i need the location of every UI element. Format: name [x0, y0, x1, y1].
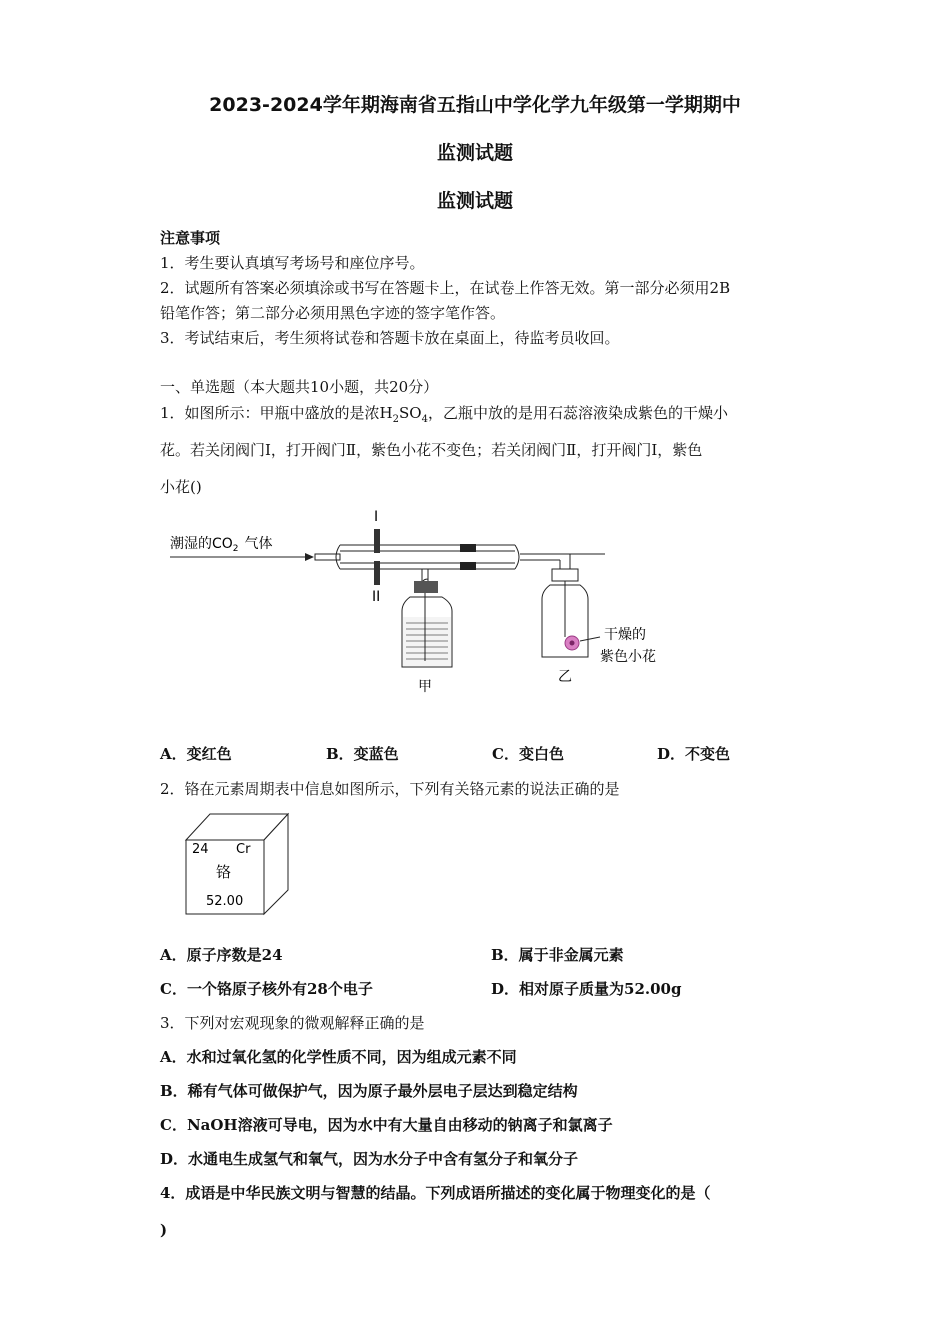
bottle-b-inlet	[560, 554, 570, 569]
q4-stem-end: )	[160, 1221, 168, 1239]
q3-option-c[interactable]: C．NaOH溶液可导电，因为水中有大量自由移动的钠离子和氯离子	[160, 1116, 613, 1134]
notice-item: 3．考试结束后，考生须将试卷和答题卡放在桌面上，待监考员收回。	[160, 329, 620, 347]
notice-item: 1．考生要认真填写考场号和座位序号。	[160, 254, 425, 272]
exam-title-line2: 监测试题	[436, 142, 513, 164]
q1-option-c[interactable]: C．变白色	[492, 745, 564, 763]
q1-option-d[interactable]: D．不变色	[657, 745, 731, 763]
atomic-number: 24	[192, 842, 209, 857]
gas-label: 潮湿的$CO_2$ 气体	[170, 536, 273, 554]
element-name: 铬	[216, 863, 232, 881]
section-heading: 一、单选题（本大题共10小题，共20分）	[160, 378, 439, 396]
right-junction	[515, 545, 519, 569]
bottle-a-stopper	[414, 581, 438, 593]
bottle-b-stopper	[552, 569, 578, 581]
element-symbol: Cr	[236, 842, 251, 857]
bottle-a-label: 甲	[418, 679, 432, 695]
exam-title-line1: 2023-2024学年期海南省五指山中学化学九年级第一学期期中	[209, 94, 741, 116]
q1-stem-line3: 小花()	[160, 478, 202, 496]
notice-item: 铅笔作答；第二部分必须用黑色字迹的签字笔作答。	[160, 304, 506, 322]
q3-option-d[interactable]: D．水通电生成氢气和氧气，因为水分子中含有氢分子和氧分子	[160, 1150, 579, 1168]
q2-option-b[interactable]: B．属于非金属元素	[491, 946, 624, 964]
notice-heading: 注意事项	[160, 229, 221, 247]
q3-stem: 3．下列对宏观现象的微观解释正确的是	[160, 1014, 425, 1032]
q1-stem-line2: 花。若关闭阀门Ⅰ，打开阀门Ⅱ，紫色小花不变色；若关闭阀门Ⅱ，打开阀门Ⅰ，紫色	[160, 441, 703, 459]
outlet-pipe	[520, 554, 605, 560]
q2-option-c[interactable]: C．一个铬原子核外有28个电子	[160, 980, 373, 998]
q1-stem-line1: 1．如图所示：甲瓶中盛放的是浓$H_2SO_4$，乙瓶中放的是用石蕊溶液染成紫色的干燥小	[160, 404, 728, 425]
upper-pipe	[340, 545, 515, 551]
valve-2-label: II	[372, 589, 381, 605]
bottle-b-label: 乙	[558, 669, 572, 685]
q2-option-d[interactable]: D．相对原子质量为52.00g	[491, 980, 682, 998]
q4-stem: 4．成语是中华民族文明与智慧的结晶。下列成语所描述的变化属于物理变化的是（	[160, 1184, 711, 1202]
q1-option-b[interactable]: B．变蓝色	[326, 745, 399, 763]
exam-title-line3: 监测试题	[436, 190, 513, 212]
left-junction	[336, 545, 340, 569]
valve-2	[374, 561, 380, 585]
element-card	[180, 810, 295, 920]
flower-label-1: 干燥的	[604, 627, 646, 643]
joint	[460, 562, 476, 570]
notice-item: 2．试题所有答案必须填涂或书写在答题卡上，在试卷上作答无效。第一部分必须用2B	[160, 279, 731, 297]
q1-apparatus-figure	[160, 505, 680, 695]
purple-flower-center-icon	[570, 641, 575, 646]
q3-option-b[interactable]: B．稀有气体可做保护气，因为原子最外层电子层达到稳定结构	[160, 1082, 578, 1100]
atomic-mass: 52.00	[206, 894, 244, 909]
flower-label-2: 紫色小花	[600, 649, 656, 665]
valve-1	[374, 529, 380, 553]
joint	[460, 544, 476, 552]
q1-option-a[interactable]: A．变红色	[160, 745, 232, 763]
q2-stem: 2．铬在元素周期表中信息如图所示，下列有关铬元素的说法正确的是	[160, 780, 620, 798]
q3-option-a[interactable]: A．水和过氧化氢的化学性质不同，因为组成元素不同	[160, 1048, 517, 1066]
lower-pipe	[340, 563, 515, 569]
q2-option-a[interactable]: A．原子序数是24	[160, 946, 283, 964]
valve-1-label: I	[374, 509, 379, 525]
gas-arrowhead	[305, 553, 314, 561]
